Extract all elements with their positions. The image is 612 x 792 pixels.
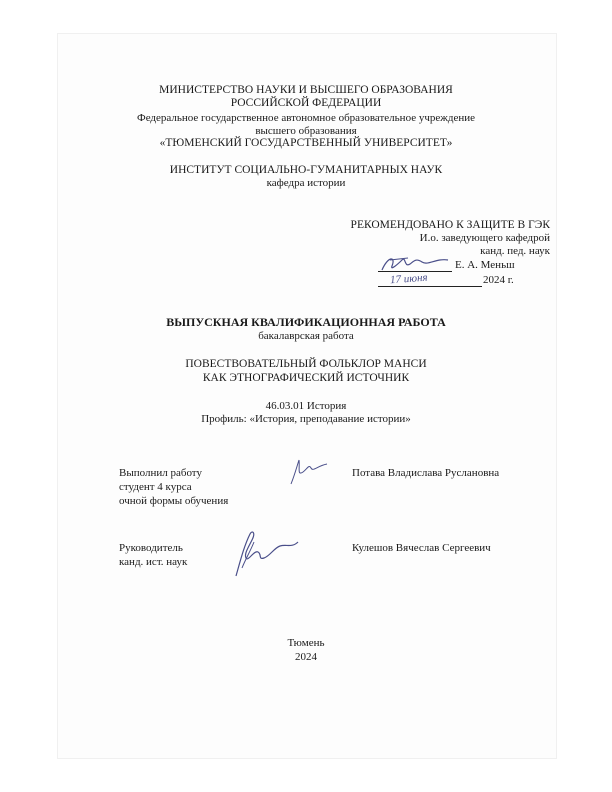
approval-handwritten-date: 17 июня [389, 271, 428, 287]
work-title-line-2: КАК ЭТНОГРАФИЧЕСКИЙ ИСТОЧНИК [202, 372, 410, 384]
approval-position: И.о. заведующего кафедрой [419, 232, 550, 244]
department-name: кафедра истории [266, 177, 346, 189]
institution-line-2: высшего образования [255, 125, 357, 137]
specialty-code: 46.03.01 История [265, 400, 347, 412]
work-subtype: бакалаврская работа [258, 330, 354, 342]
ministry-line-1: МИНИСТЕРСТВО НАУКИ И ВЫСШЕГО ОБРАЗОВАНИЯ [159, 84, 453, 96]
institute-name: ИНСТИТУТ СОЦИАЛЬНО-ГУМАНИТАРНЫХ НАУК [169, 164, 443, 176]
author-label-3: очной формы обучения [119, 495, 229, 507]
author-name: Потава Владислава Руслановна [352, 467, 500, 479]
author-label-1: Выполнил работу [119, 467, 202, 479]
work-type: ВЫПУСКНАЯ КВАЛИФИКАЦИОННАЯ РАБОТА [166, 315, 446, 329]
institution-line-1: Федеральное государственное автономное образовательное учреждение [137, 112, 475, 124]
supervisor-label-1: Руководитель [119, 542, 183, 554]
approval-title: РЕКОМЕНДОВАНО К ЗАЩИТЕ В ГЭК [350, 219, 550, 231]
footer-year: 2024 [295, 651, 317, 663]
author-signature-icon [285, 456, 333, 488]
university-name: «ТЮМЕНСКИЙ ГОСУДАРСТВЕННЫЙ УНИВЕРСИТЕТ» [159, 137, 453, 149]
supervisor-name: Кулешов Вячеслав Сергеевич [352, 542, 491, 554]
approval-degree: канд. пед. наук [480, 245, 550, 257]
author-label-2: студент 4 курса [119, 481, 192, 493]
profile: Профиль: «История, преподавание истории» [201, 413, 411, 425]
work-title-line-1: ПОВЕСТВОВАТЕЛЬНЫЙ ФОЛЬКЛОР МАНСИ [185, 358, 427, 370]
supervisor-signature-icon [228, 528, 304, 580]
approval-year: 2024 г. [483, 274, 514, 286]
ministry-line-2: РОССИЙСКОЙ ФЕДЕРАЦИИ [230, 97, 382, 109]
approval-name: Е. А. Меньш [455, 259, 515, 271]
footer-city: Тюмень [287, 637, 325, 649]
supervisor-label-2: канд. ист. наук [119, 556, 188, 568]
